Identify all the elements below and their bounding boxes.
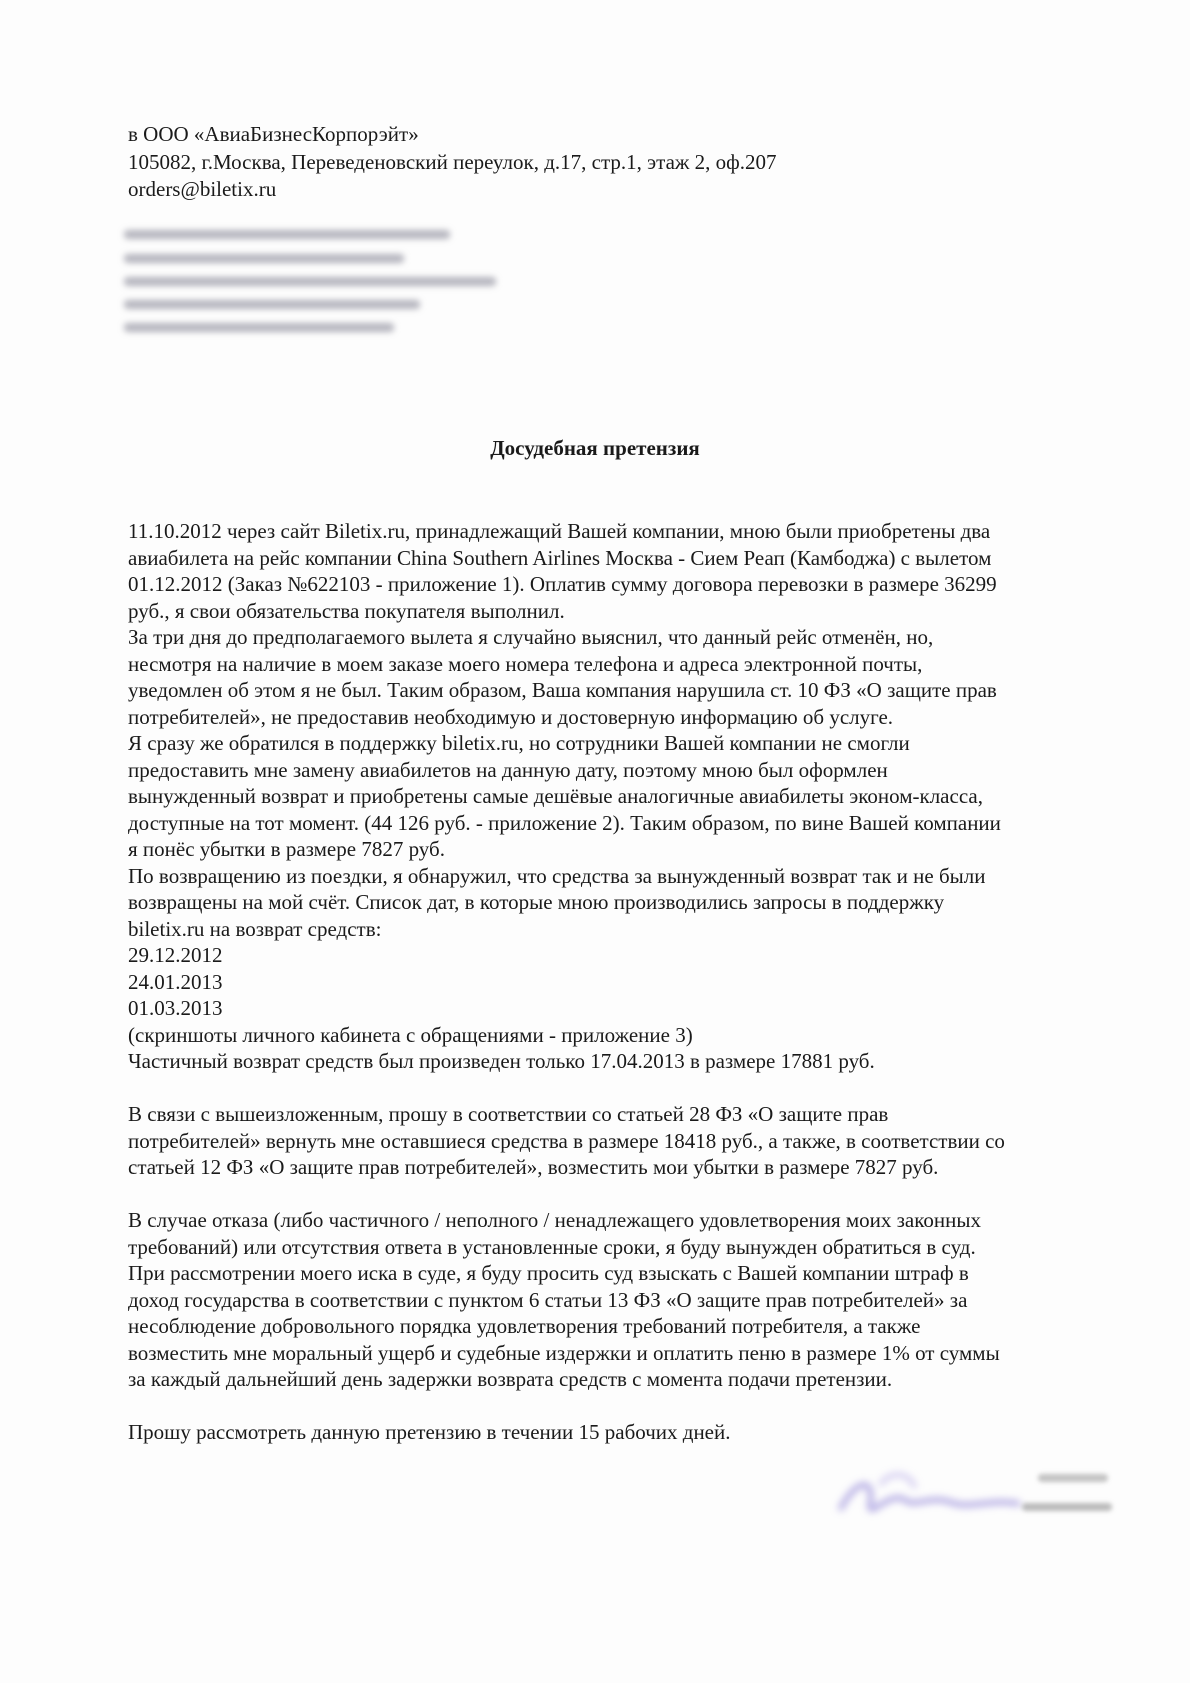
body-line: статьей 12 ФЗ «О защите прав потребителей», возместить мои убытки в размере 7827 руб.: [128, 1155, 939, 1179]
handwritten-signature: [820, 1460, 1050, 1530]
body-line: 11.10.2012 через сайт Biletix.ru, принадлежащий Вашей компании, мною были приобретены два: [128, 519, 991, 543]
signature-name-redacted: [1022, 1500, 1112, 1516]
body-line: предоставить мне замену авиабилетов на данную дату, поэтому мною был оформлен: [128, 757, 888, 782]
body-line: возвращены на мой счёт. Список дат, в которые мною производились запросы в поддержку: [128, 890, 945, 914]
body-line: доход государства в соответствии с пунктом 6 статьи 13 ФЗ «О защите прав потребителей» за: [128, 1287, 968, 1312]
body-line: 01.03.2013: [128, 996, 223, 1020]
recipient-block: [128, 121, 777, 204]
sender-block-redacted: [124, 222, 544, 351]
signature-area: [820, 1460, 1120, 1540]
body-line: 24.01.2013: [128, 969, 223, 994]
body-line: несоблюдение добровольного порядка удовлетворения требований потребителя, а также: [128, 1314, 921, 1338]
recipient-address: 105082, г.Москва, Переведеновский переулок, д.17, стр.1, этаж 2, оф.207: [128, 149, 777, 174]
document-body: [128, 518, 1088, 1446]
body-line: В случае отказа (либо частичного / неполного / ненадлежащего удовлетворения моих законных: [128, 1208, 981, 1232]
paragraph-gap: [128, 1075, 1088, 1102]
body-line: руб., я свои обязательства покупателя выполнил.: [128, 598, 565, 623]
body-line: Прошу рассмотреть данную претензию в течении 15 рабочих дней.: [128, 1420, 731, 1444]
body-line: потребителей» вернуть мне оставшиеся средства в размере 18418 руб., а также, в соответствии со: [128, 1128, 1005, 1153]
body-line: (скриншоты личного кабинета с обращениями - приложение 3): [128, 1022, 693, 1047]
body-line: требований) или отсутствия ответа в установленные сроки, я буду вынужден обратиться в суд.: [128, 1234, 976, 1259]
body-line: уведомлен об этом я не был. Таким образом, Ваша компания нарушила ст. 10 ФЗ «О защите прав: [128, 678, 997, 702]
body-line: за каждый дальнейший день задержки возврата средств с момента подачи претензии.: [128, 1367, 893, 1391]
body-line: В связи с вышеизложенным, прошу в соответствии со статьей 28 ФЗ «О защите прав: [128, 1102, 889, 1126]
body-line: 01.12.2012 (Заказ №622103 - приложение 1). Оплатив сумму договора перевозки в размере 36299: [128, 572, 997, 596]
body-line: Я сразу же обратился в поддержку biletix.ru, но сотрудники Вашей компании не смогли: [128, 731, 910, 755]
body-line: вынужденный возврат и приобретены самые дешёвые аналогичные авиабилеты эконом-класса,: [128, 784, 983, 808]
body-line: доступные на тот момент. (44 126 руб. - приложение 2). Таким образом, по вине Вашей компании: [128, 810, 1001, 835]
signature-date-redacted: [1038, 1472, 1108, 1487]
body-line: потребителей», не предоставив необходимую и достоверную информацию об услуге.: [128, 704, 894, 729]
recipient-email: orders@biletix.ru: [128, 177, 277, 201]
body-line: авиабилета на рейс компании China Southern Airlines Москва - Сием Реап (Камбоджа) с вылетом: [128, 545, 992, 570]
body-line: несмотря на наличие в моем заказе моего номера телефона и адреса электронной почты,: [128, 651, 923, 676]
body-line: При рассмотрении моего иска в суде, я буду просить суд взыскать с Вашей компании штраф в: [128, 1261, 969, 1285]
body-line: возместить мне моральный ущерб и судебные издержки и оплатить пеню в размере 1% от суммы: [128, 1340, 1000, 1365]
redacted-sender-lines: [124, 222, 544, 342]
paragraph-gap: [128, 1393, 1088, 1420]
document-title: Досудебная претензия: [490, 436, 700, 460]
body-line: Частичный возврат средств был произведен только 17.04.2013 в размере 17881 руб.: [128, 1049, 875, 1073]
body-line: я понёс убытки в размере 7827 руб.: [128, 837, 445, 861]
body-line: По возвращению из поездки, я обнаружил, что средства за вынужденный возврат так и не были: [128, 863, 986, 888]
recipient-company: в ООО «АвиаБизнесКорпорэйт»: [128, 122, 419, 146]
body-line: 29.12.2012: [128, 943, 223, 967]
paragraph-gap: [128, 1181, 1088, 1208]
body-line: biletix.ru на возврат средств:: [128, 916, 382, 941]
body-line: За три дня до предполагаемого вылета я случайно выяснил, что данный рейс отменён, но,: [128, 625, 934, 649]
